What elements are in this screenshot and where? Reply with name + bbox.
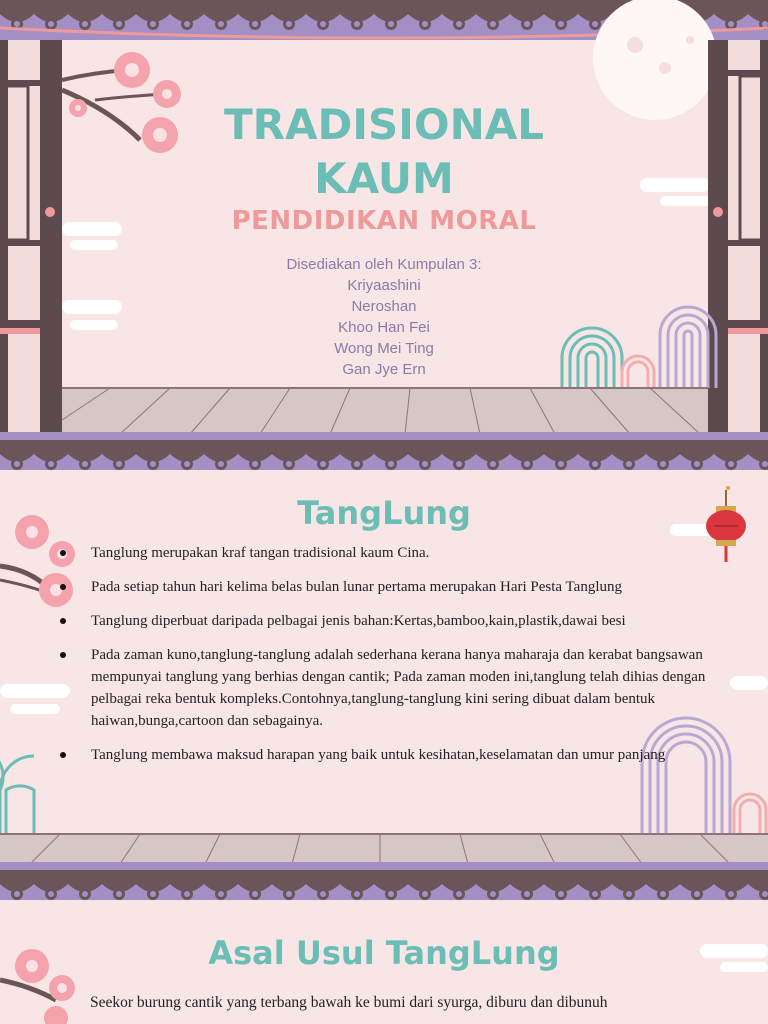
title-line-2: KAUM [314,154,454,203]
bullet-list [60,542,720,778]
bullet-dot [60,550,66,556]
list-item [60,610,720,632]
member-name: Kriyaashini [347,277,421,294]
wooden-floor [62,388,708,434]
bottom-roof-tiles [0,862,768,900]
member-name: Wong Mei Ting [334,340,434,357]
list-item-text: Tanglung membawa maksud harapan yang baik untuk kesihatan,keselamatan dan umur panjang [91,747,666,763]
tanglung-slide [0,470,768,900]
bottom-roof-tiles [0,432,768,470]
bullet-dot [60,584,66,590]
list-item [60,644,720,732]
credits-heading: Disediakan oleh Kumpulan 3: [286,256,482,273]
member-name: Neroshan [351,298,417,315]
member-name: Gan Jye Ern [342,361,426,378]
section-title: Asal Usul TangLung [208,934,560,972]
list-item-text: Tanglung diperbuat daripada pelbagai jenis bahan:Kertas,bamboo,kain,plastik,dawai besi [91,613,626,629]
list-item [60,744,720,766]
bullet-dot [60,752,66,758]
bullet-dot [60,618,66,624]
list-item-text: Tanglung merupakan kraf tangan tradisional kaum Cina. [91,545,430,561]
credits-block [0,254,768,380]
title-line-1: TRADISIONAL [224,100,544,149]
subtitle: PENDIDIKAN MORAL [231,206,537,236]
title-slide [0,0,768,470]
list-item-text: Pada zaman kuno,tanglung-tanglung adalah sederhana kerana hanya maharaja dan kerabat bangsawan mempunyai tanglung yang berhias dengan cantik; Pada zaman moden ini,tanglung telah dihias dengan pelbagai reka bentuk kompleks.Contohnya,tanglung-tanglung kini sering dibuat dalam bentuk haiwan,bunga,cartoon dan sebagainya. [91,647,706,729]
member-name: Khoo Han Fei [338,319,430,336]
list-item [60,542,720,564]
asal-usul-slide [0,900,768,1024]
section-title: TangLung [297,494,471,532]
list-item-text: Pada setiap tahun hari kelima belas bulan lunar pertama merupakan Hari Pesta Tanglung [91,579,622,595]
list-item [60,576,720,598]
body-paragraph: Seekor burung cantik yang terbang bawah ke bumi dari syurga, diburu dan dibunuh [90,994,608,1011]
bullet-dot [60,652,66,658]
wooden-floor [0,834,768,864]
